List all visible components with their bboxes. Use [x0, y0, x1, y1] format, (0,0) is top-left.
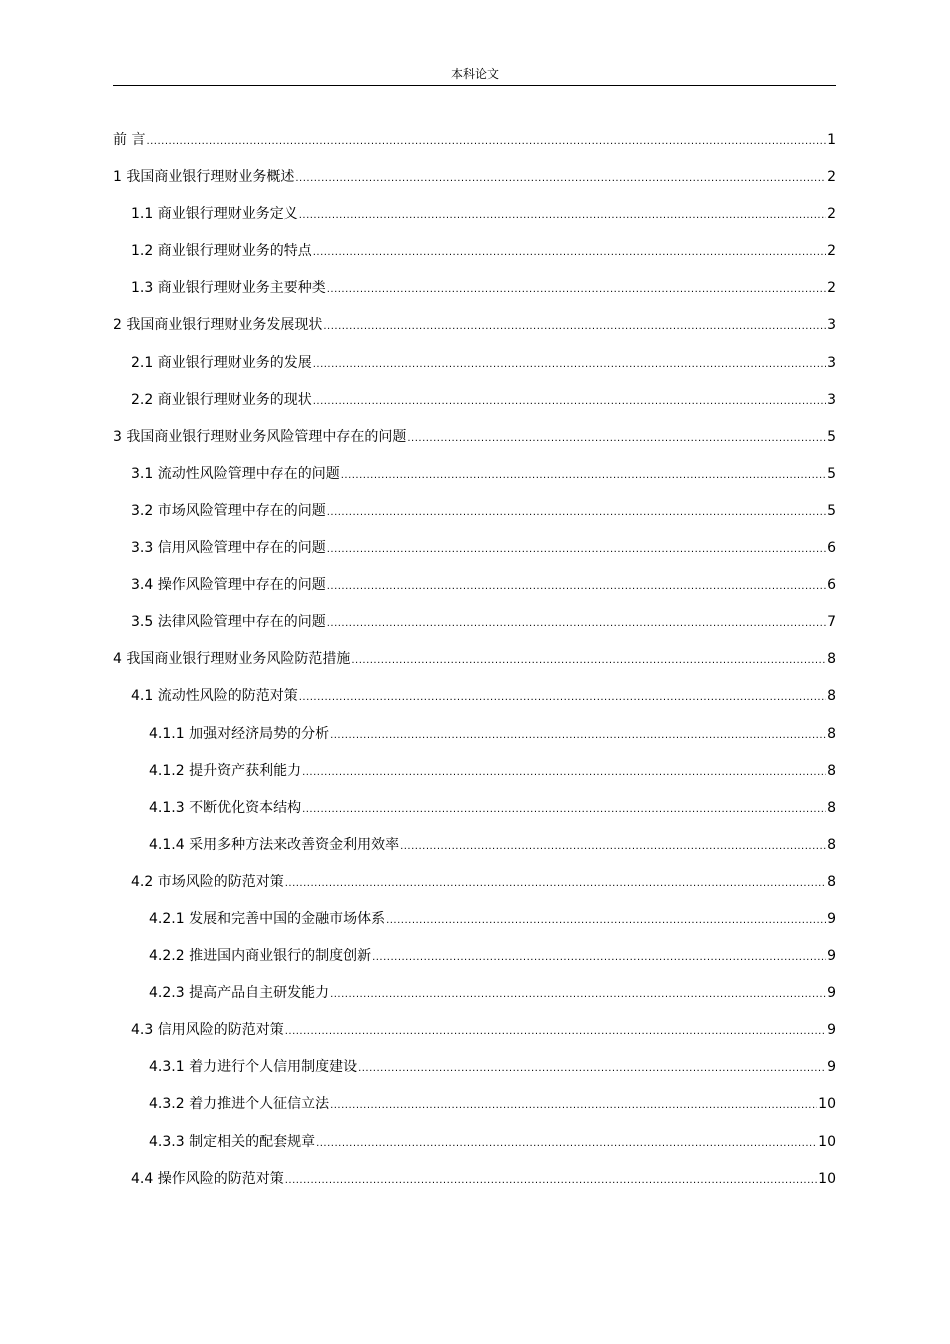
toc-entry-page: 8 — [827, 836, 836, 853]
toc-entry-page: 10 — [818, 1096, 836, 1113]
toc-entry-page: 5 — [827, 428, 836, 445]
toc-entry[interactable] — [113, 1054, 836, 1091]
toc-entry-label: 4.1.1 加强对经济局势的分析 — [149, 725, 330, 742]
toc-entry[interactable] — [113, 1017, 836, 1054]
toc-entry-label: 3 我国商业银行理财业务风险管理中存在的问题 — [113, 428, 407, 445]
toc-entry-page: 9 — [827, 910, 836, 927]
toc-entry-label: 4.1.3 不断优化资本结构 — [149, 799, 302, 816]
toc-entry[interactable] — [113, 795, 836, 832]
toc-entry-label: 3.4 操作风险管理中存在的问题 — [131, 577, 326, 594]
toc-leader-dots — [327, 574, 826, 600]
toc-entry-label: 4.1.4 采用多种方法来改善资金利用效率 — [149, 836, 400, 853]
toc-entry[interactable] — [113, 275, 836, 312]
toc-entry[interactable] — [113, 461, 836, 498]
toc-leader-dots — [295, 166, 826, 192]
toc-leader-dots — [285, 1168, 817, 1194]
toc-entry[interactable] — [113, 832, 836, 869]
toc-entry[interactable] — [113, 535, 836, 572]
toc-entry-page: 3 — [827, 317, 836, 334]
toc-leader-dots — [313, 352, 826, 378]
toc-entry-page: 9 — [827, 1059, 836, 1076]
toc-entry-label: 3.5 法律风险管理中存在的问题 — [131, 614, 326, 631]
toc-entry-page: 2 — [827, 280, 836, 297]
toc-entry-label: 4.1 流动性风险的防范对策 — [131, 688, 298, 705]
toc-entry-label: 4.4 操作风险的防范对策 — [131, 1170, 284, 1187]
toc-entry-page: 10 — [818, 1170, 836, 1187]
toc-leader-dots — [302, 760, 826, 786]
toc-entry-label: 2.1 商业银行理财业务的发展 — [131, 354, 312, 371]
toc-leader-dots — [302, 797, 826, 823]
toc-entry[interactable] — [113, 498, 836, 535]
toc-entry-label: 3.2 市场风险管理中存在的问题 — [131, 502, 326, 519]
toc-entry-label: 4.2.2 推进国内商业银行的制度创新 — [149, 948, 372, 965]
toc-entry[interactable] — [113, 127, 836, 164]
toc-leader-dots — [285, 1019, 826, 1045]
toc-leader-dots — [351, 648, 826, 674]
toc-entry[interactable] — [113, 201, 836, 238]
toc-entry[interactable] — [113, 980, 836, 1017]
toc-leader-dots — [400, 834, 826, 860]
toc-leader-dots — [299, 685, 826, 711]
table-of-contents — [113, 127, 836, 1203]
toc-entry-label: 2 我国商业银行理财业务发展现状 — [113, 317, 323, 334]
toc-leader-dots — [316, 1131, 817, 1157]
toc-entry-label: 1 我国商业银行理财业务概述 — [113, 169, 295, 186]
toc-entry-page: 8 — [827, 651, 836, 668]
toc-leader-dots — [327, 537, 826, 563]
toc-entry[interactable] — [113, 1091, 836, 1128]
toc-entry[interactable] — [113, 312, 836, 349]
toc-entry[interactable] — [113, 721, 836, 758]
toc-entry-page: 9 — [827, 1022, 836, 1039]
toc-leader-dots — [285, 871, 826, 897]
toc-entry-label: 4.2 市场风险的防范对策 — [131, 873, 284, 890]
toc-entry-page: 10 — [818, 1133, 836, 1150]
toc-entry[interactable] — [113, 572, 836, 609]
toc-entry-label: 4.2.3 提高产品自主研发能力 — [149, 985, 330, 1002]
toc-entry-page: 3 — [827, 391, 836, 408]
toc-entry-label: 4.1.2 提升资产获利能力 — [149, 762, 302, 779]
toc-entry[interactable] — [113, 869, 836, 906]
toc-entry-page: 6 — [827, 540, 836, 557]
toc-leader-dots — [323, 314, 826, 340]
toc-entry-page: 5 — [827, 502, 836, 519]
toc-leader-dots — [313, 389, 826, 415]
toc-leader-dots — [146, 129, 826, 155]
toc-entry-page: 5 — [827, 465, 836, 482]
toc-entry-page: 8 — [827, 725, 836, 742]
toc-entry-page: 8 — [827, 688, 836, 705]
header-title: 本科论文 — [450, 67, 499, 81]
toc-entry[interactable] — [113, 646, 836, 683]
toc-entry-label: 3.3 信用风险管理中存在的问题 — [131, 540, 326, 557]
toc-entry[interactable] — [113, 238, 836, 275]
toc-entry-label: 4 我国商业银行理财业务风险防范措施 — [113, 651, 351, 668]
toc-entry[interactable] — [113, 1166, 836, 1203]
toc-entry-label: 4.3.3 制定相关的配套规章 — [149, 1133, 316, 1150]
toc-entry[interactable] — [113, 1129, 836, 1166]
header-rule — [113, 85, 836, 86]
toc-entry-page: 9 — [827, 948, 836, 965]
toc-entry[interactable] — [113, 350, 836, 387]
toc-entry[interactable] — [113, 609, 836, 646]
toc-leader-dots — [299, 203, 826, 229]
toc-entry[interactable] — [113, 164, 836, 201]
toc-entry-page: 1 — [827, 132, 836, 148]
toc-leader-dots — [341, 463, 826, 489]
toc-entry-page: 3 — [827, 354, 836, 371]
toc-entry-page: 2 — [827, 243, 836, 260]
toc-entry[interactable] — [113, 943, 836, 980]
toc-entry-page: 2 — [827, 206, 836, 223]
toc-leader-dots — [330, 1093, 817, 1119]
toc-entry-page: 2 — [827, 169, 836, 186]
toc-leader-dots — [407, 426, 826, 452]
toc-entry-label: 1.3 商业银行理财业务主要种类 — [131, 280, 326, 297]
toc-entry-page: 8 — [827, 873, 836, 890]
toc-leader-dots — [330, 723, 826, 749]
toc-leader-dots — [372, 945, 826, 971]
toc-entry-label: 2.2 商业银行理财业务的现状 — [131, 391, 312, 408]
toc-leader-dots — [386, 908, 826, 934]
toc-entry[interactable] — [113, 906, 836, 943]
toc-entry-page: 6 — [827, 577, 836, 594]
toc-entry-label: 1.2 商业银行理财业务的特点 — [131, 243, 312, 260]
toc-entry[interactable] — [113, 387, 836, 424]
toc-entry-label: 前 言 — [113, 132, 146, 148]
toc-entry-page: 8 — [827, 762, 836, 779]
toc-leader-dots — [327, 611, 826, 637]
toc-entry-label: 4.3.2 着力推进个人征信立法 — [149, 1096, 330, 1113]
toc-entry-label: 4.2.1 发展和完善中国的金融市场体系 — [149, 910, 386, 927]
toc-leader-dots — [358, 1056, 826, 1082]
toc-leader-dots — [330, 982, 826, 1008]
toc-leader-dots — [327, 277, 826, 303]
toc-leader-dots — [327, 500, 826, 526]
toc-entry-label: 4.3 信用风险的防范对策 — [131, 1022, 284, 1039]
toc-entry[interactable] — [113, 758, 836, 795]
toc-entry-label: 4.3.1 着力进行个人信用制度建设 — [149, 1059, 358, 1076]
toc-entry-label: 3.1 流动性风险管理中存在的问题 — [131, 465, 340, 482]
toc-entry-page: 9 — [827, 985, 836, 1002]
toc-entry-page: 7 — [827, 614, 836, 631]
toc-entry[interactable] — [113, 424, 836, 461]
toc-leader-dots — [313, 240, 826, 266]
toc-entry-page: 8 — [827, 799, 836, 816]
toc-entry-label: 1.1 商业银行理财业务定义 — [131, 206, 298, 223]
toc-entry[interactable] — [113, 683, 836, 720]
